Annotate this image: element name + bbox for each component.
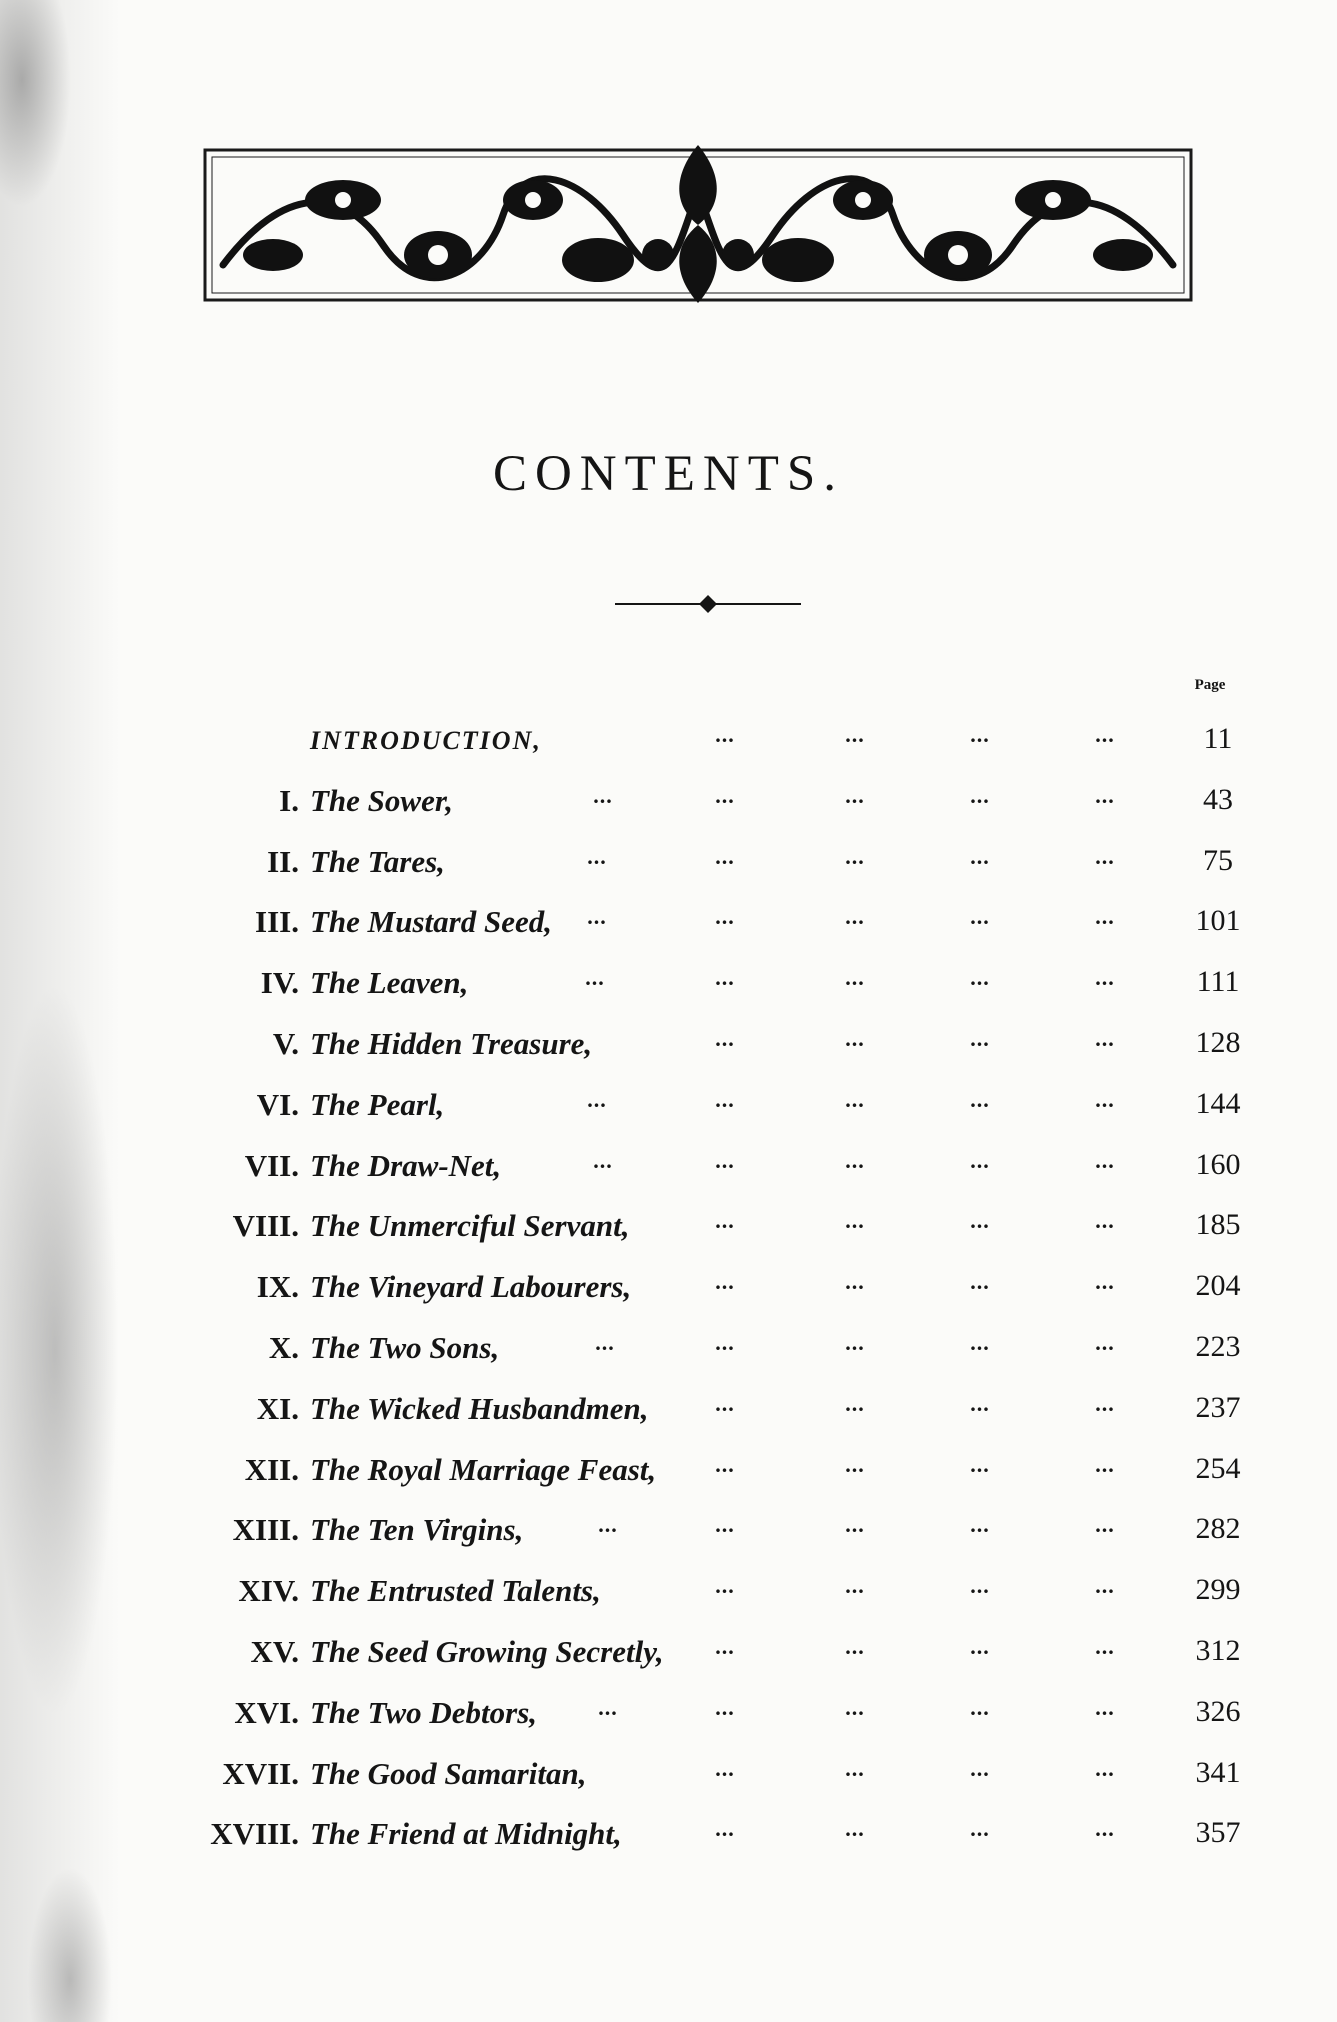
dot-leader: ... [715,1330,735,1355]
page-number: 282 [1195,1512,1241,1546]
dot-leader: ... [970,1451,990,1477]
dot-leader: ... [1095,1026,1115,1051]
dot-leader: ... [715,843,735,869]
dot-leader: ... [1095,1755,1115,1781]
dot-leader: ... [845,782,865,808]
dot-leader: ... [845,1755,865,1781]
dot-leader: ... [845,1694,865,1720]
dot-leader: ... [715,1026,735,1051]
page-column-label: Page [1194,677,1226,693]
toc-entry[interactable] [0,1695,1337,1745]
dot-leader: ... [1095,1634,1115,1659]
dot-leader: ... [845,1512,865,1538]
dot-leader: ... [845,1330,865,1355]
dot-leader: ... [970,904,990,930]
dot-leader: ... [715,1147,735,1173]
chapter-numeral: VII. [244,1147,299,1183]
toc-entry[interactable] [0,1269,1337,1319]
toc-entry[interactable] [0,1634,1337,1684]
page-number: 11 [1203,722,1233,755]
toc-entry[interactable] [0,722,1337,772]
dot-leader: ... [970,1208,990,1234]
chapter-title[interactable]: The Tares, [310,843,445,879]
dot-leader: ... [845,1816,865,1842]
dot-leader: ... [970,1026,990,1051]
chapter-numeral: XVI. [234,1694,299,1730]
page-number: 144 [1195,1086,1241,1120]
page-number: 160 [1195,1147,1241,1181]
dot-leader: ... [1095,904,1115,930]
toc-entry[interactable] [0,1452,1337,1502]
chapter-numeral: II. [267,843,299,879]
dot-leader: ... [970,1269,990,1295]
dot-leader: ... [970,722,990,747]
page-number: 237 [1195,1390,1241,1424]
chapter-numeral: XVII. [222,1755,299,1791]
toc-entry[interactable] [0,1816,1337,1866]
dot-leader: ... [715,1755,735,1781]
dot-leader: ... [845,1451,865,1477]
dot-leader: ... [715,782,735,808]
toc-entry[interactable] [0,1148,1337,1198]
dot-leader: ... [715,1512,735,1538]
toc-entry[interactable] [0,1087,1337,1137]
dot-leader: ... [1095,1269,1115,1295]
chapter-numeral: XI. [256,1390,299,1426]
dot-leader: ... [1095,1573,1115,1599]
toc-entry[interactable] [0,1391,1337,1441]
dot-leader: ... [1095,1451,1115,1477]
dot-leader: ... [587,904,607,930]
dot-leader: ... [715,1573,735,1599]
chapter-title[interactable]: The Mustard Seed, [310,904,552,940]
dot-leader: ... [970,1086,990,1112]
chapter-title[interactable]: The Ten Virgins, [310,1512,524,1548]
dot-leader: ... [1095,1330,1115,1355]
dot-leader: ... [715,1269,735,1295]
dot-leader: ... [845,1634,865,1659]
page-number: 223 [1195,1330,1241,1363]
dot-leader: ... [598,1694,618,1720]
dot-leader: ... [970,782,990,808]
toc-entry[interactable] [0,965,1337,1015]
dot-leader: ... [970,1755,990,1781]
dot-leader: ... [845,722,865,747]
toc-entry[interactable] [0,1330,1337,1380]
page-number: 101 [1195,904,1241,938]
dot-leader: ... [845,1573,865,1599]
page-number: 299 [1195,1573,1241,1607]
toc-entry[interactable] [0,1573,1337,1623]
dot-leader: ... [845,1269,865,1295]
chapter-numeral: XIV. [238,1573,299,1609]
dot-leader: ... [715,1816,735,1842]
chapter-numeral: XVIII. [210,1816,299,1852]
dot-leader: ... [715,1208,735,1234]
chapter-numeral: XV. [250,1634,299,1669]
dot-leader: ... [587,843,607,869]
dot-leader: ... [1095,722,1115,747]
page-number: 312 [1195,1634,1241,1667]
dot-leader: ... [595,1330,615,1355]
chapter-title[interactable]: The Pearl, [310,1086,445,1122]
dot-leader: ... [598,1512,618,1538]
dot-leader: ... [845,1208,865,1234]
toc-entry[interactable] [0,783,1337,833]
dot-leader: ... [1095,1147,1115,1173]
dot-leader: ... [715,1694,735,1720]
dot-leader: ... [1095,1694,1115,1720]
dot-leader: ... [845,1147,865,1173]
chapter-numeral: VIII. [232,1208,299,1244]
chapter-title[interactable]: The Seed Growing Secretly, [310,1634,664,1669]
chapter-numeral: III. [255,904,299,940]
dot-leader: ... [715,1451,735,1477]
chapter-numeral: XIII. [232,1512,299,1548]
page-number: 326 [1195,1694,1241,1728]
dot-leader: ... [715,722,735,747]
chapter-title[interactable]: The Two Debtors, [310,1694,538,1730]
chapter-title[interactable]: The Vineyard Labourers, [310,1269,632,1305]
page-number: 185 [1195,1208,1241,1242]
dot-leader: ... [970,1512,990,1538]
page-number: 341 [1195,1755,1241,1789]
chapter-title[interactable]: The Hidden Treasure, [310,1026,593,1061]
chapter-title[interactable]: The Good Samaritan, [310,1755,587,1791]
dot-leader: ... [1095,782,1115,808]
dot-leader: ... [715,965,735,991]
dot-leader: ... [715,1086,735,1112]
dot-leader: ... [970,1330,990,1355]
dot-leader: ... [845,1026,865,1051]
dot-leader: ... [593,1147,613,1173]
toc-entry[interactable] [0,1756,1337,1806]
dot-leader: ... [970,1816,990,1842]
dot-leader: ... [1095,965,1115,991]
chapter-numeral: IX. [256,1269,299,1305]
dot-leader: ... [1095,843,1115,869]
dot-leader: ... [970,843,990,869]
dot-leader: ... [1095,1816,1115,1842]
dot-leader: ... [845,1390,865,1416]
toc-entry[interactable] [0,904,1337,954]
dot-leader: ... [970,965,990,991]
dot-leader: ... [970,1634,990,1659]
dot-leader: ... [1095,1390,1115,1416]
toc-entry[interactable] [0,1208,1337,1258]
dot-leader: ... [585,965,605,991]
chapter-title[interactable]: The Royal Marriage Feast, [310,1451,657,1487]
dot-leader: ... [1095,1208,1115,1234]
dot-leader: ... [845,904,865,930]
page-number: 111 [1196,965,1240,999]
page-number: 254 [1195,1451,1241,1485]
chapter-numeral: XII. [244,1451,299,1487]
dot-leader: ... [715,1390,735,1416]
chapter-title[interactable]: The Wicked Husbandmen, [310,1390,649,1426]
dot-leader: ... [845,965,865,991]
page-number: 204 [1195,1269,1241,1303]
dot-leader: ... [970,1390,990,1416]
chapter-numeral: IV. [260,965,299,1001]
dot-leader: ... [1095,1512,1115,1538]
chapter-numeral: I. [279,782,299,818]
dot-leader: ... [970,1694,990,1720]
chapter-numeral: VI. [256,1086,299,1122]
chapter-title[interactable]: INTRODUCTION, [310,726,542,755]
dot-leader: ... [715,1634,735,1659]
toc-entry[interactable] [0,844,1337,894]
chapter-numeral: V. [272,1026,299,1061]
chapter-numeral: X. [268,1330,299,1365]
toc-entry[interactable] [0,1512,1337,1562]
dot-leader: ... [970,1147,990,1173]
chapter-title[interactable]: The Leaven, [310,965,469,1001]
chapter-title[interactable]: The Two Sons, [310,1330,500,1365]
page-number: 75 [1203,843,1233,877]
dot-leader: ... [845,1086,865,1112]
dot-leader: ... [715,904,735,930]
chapter-title[interactable]: The Sower, [310,782,453,818]
dot-leader: ... [845,843,865,869]
dot-leader: ... [587,1086,607,1112]
page-number: 43 [1203,782,1233,816]
toc-entry[interactable] [0,1026,1337,1076]
dot-leader: ... [970,1573,990,1599]
chapter-title[interactable]: The Draw-Net, [310,1147,502,1183]
page-number: 128 [1195,1026,1241,1059]
dot-leader: ... [593,782,613,808]
page-number: 357 [1195,1816,1241,1850]
chapter-title[interactable]: The Friend at Midnight, [310,1816,622,1852]
chapter-title[interactable]: The Entrusted Talents, [310,1573,601,1609]
page-title: CONTENTS. [492,446,845,502]
chapter-title[interactable]: The Unmerciful Servant, [310,1208,630,1244]
dot-leader: ... [1095,1086,1115,1112]
